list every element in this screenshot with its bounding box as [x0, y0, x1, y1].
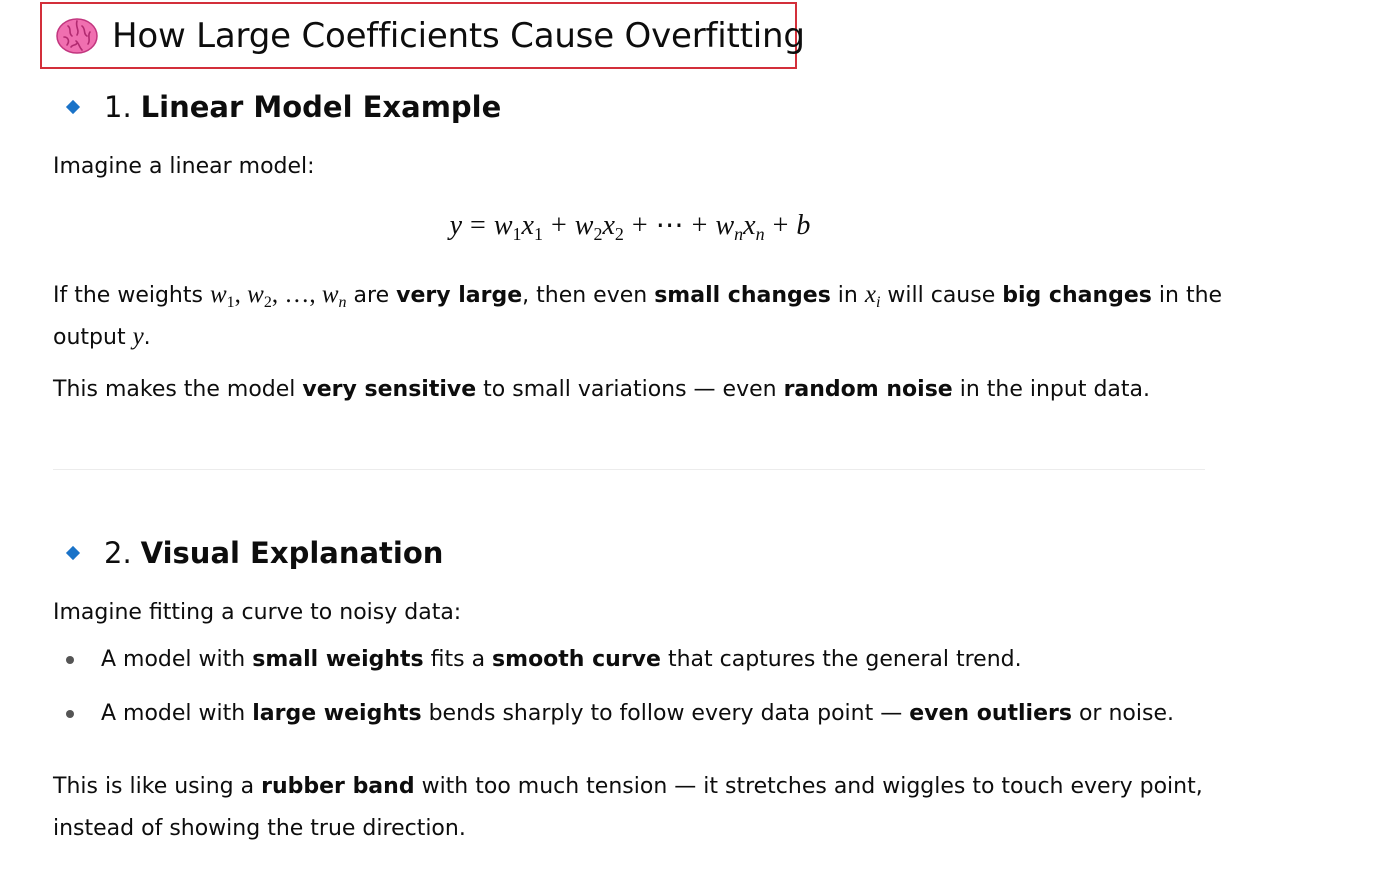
section-heading-1 [66, 90, 501, 124]
rubber-band-paragraph-line-1: This is like using a rubber band with too much tension — it stretches and wiggles to touch every point, [53, 774, 1203, 799]
brain-icon [56, 17, 98, 55]
bullet-dot-icon [66, 710, 74, 718]
section-number: 2. [104, 536, 132, 570]
section-heading-2 [66, 536, 443, 570]
list-item: A model with large weights bends sharply to follow every data point — even outliers or noise. [66, 701, 1174, 726]
intro-paragraph-2: Imagine fitting a curve to noisy data: [53, 600, 462, 625]
intro-paragraph-1: Imagine a linear model: [53, 154, 315, 179]
page-title: How Large Coefficients Cause Overfitting [112, 15, 805, 56]
section-number: 1. [104, 90, 132, 124]
weights-paragraph-line-1: If the weights $w_1$, $w_2$, …, $w_n$ are very large, then even small changes in $x_i$ will cause big changes in the [53, 281, 1223, 311]
title-highlight-box [40, 2, 805, 69]
diamond-bullet-icon [66, 546, 80, 560]
diamond-bullet-icon [66, 100, 80, 114]
section-divider [53, 469, 1205, 470]
list-item: A model with small weights fits a smooth curve that captures the general trend. [66, 647, 1022, 672]
sensitivity-paragraph: This makes the model very sensitive to small variations — even random noise in the input data. [53, 377, 1150, 402]
rubber-band-paragraph-line-2: instead of showing the true direction. [53, 816, 466, 841]
linear-model-equation: $y = w_1x_1 + w_2x_2$ + ⋯ + $w_nx_n + b$ [449, 210, 811, 244]
section-title: Visual Explanation [140, 536, 444, 570]
section-title: Linear Model Example [140, 90, 502, 124]
weights-paragraph-line-2: output y. [53, 323, 151, 350]
bullet-dot-icon [66, 656, 74, 664]
